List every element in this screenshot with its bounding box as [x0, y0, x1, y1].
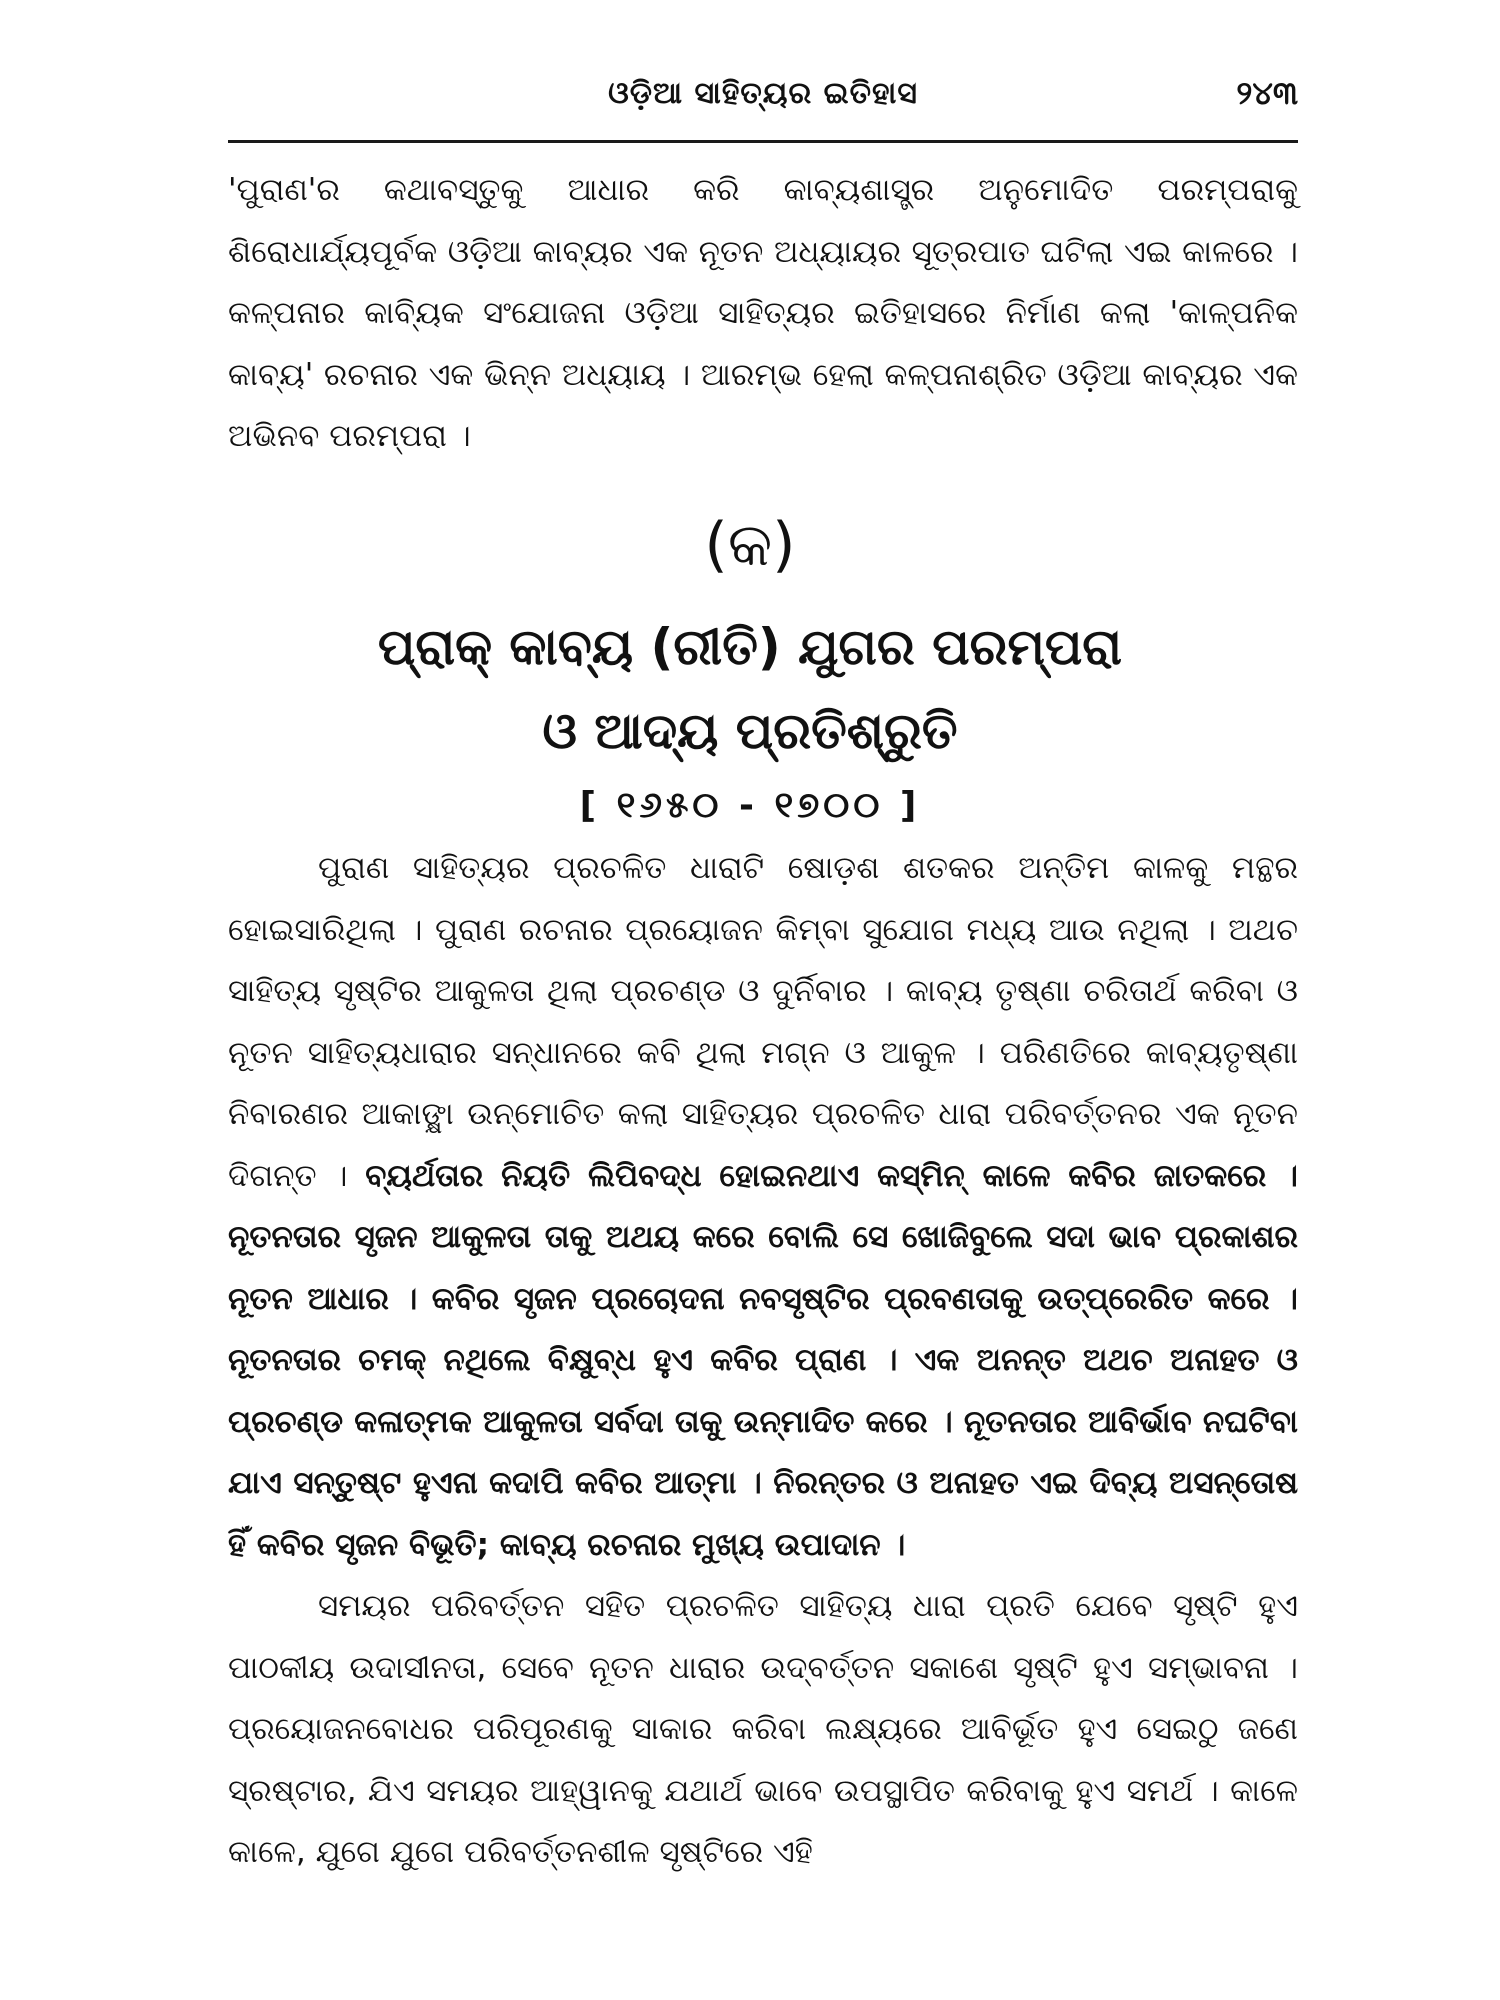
running-header [228, 70, 1298, 130]
page-number: ୨୪୩ [1236, 74, 1298, 112]
body-paragraph-1 [228, 838, 1298, 1576]
period-range: [ ୧୬୫୦ - ୧୭୦୦ ] [579, 785, 921, 826]
section-marker: (କ) [704, 510, 796, 580]
intro-section [228, 160, 1298, 468]
intro-paragraph: 'ପୁରାଣ'ର କଥାବସ୍ତୁକୁ ଆଧାର କରି କାବ୍ୟଶାସ୍ତ୍ର ଅନୁମୋଦିତ ପରମ୍ପରାକୁ ଶିରୋଧାର୍ଯ୍ୟପୂର୍ବକ ଓଡ଼ିଆ କାବ୍ୟର ଏକ ନୂତନ ଅଧ୍ୟାୟର ସୂତ୍ରପାତ ଘଟିଲା ଏଇ କାଳରେ । କଳ୍ପନାର କାବ୍ୟିକ ସଂଯୋଜନା ଓଡ଼ିଆ ସାହିତ୍ୟର ଇତିହାସରେ ନିର୍ମାଣ କଲା 'କାଳ୍ପନିକ କାବ୍ୟ' ରଚନାର ଏକ ଭିନ୍ନ ଅଧ୍ୟାୟ । ଆରମ୍ଭ ହେଲା କଳ୍ପନାଶ୍ରିତ ଓଡ଼ିଆ କାବ୍ୟର ଏକ ଅଭିନବ ପରମ୍ପରା । [228, 172, 1298, 454]
book-title: ଓଡ଼ିଆ ସାହିତ୍ୟର ଇତିହାସ [608, 76, 918, 111]
body-section [228, 838, 1298, 1884]
body-paragraph-1-bold: ବ୍ୟର୍ଥତାର ନିୟତି ଲିପିବଦ୍ଧ ହୋଇନଥାଏ କସ୍ମିନ୍ କାଳେ କବିର ଜାତକରେ । ନୂତନତାର ସୃଜନ ଆକୁଳତା ତାକୁ ଅଥୟ କରେ ବୋଲି ସେ ଖୋଜିବୁଲେ ସଦା ଭାବ ପ୍ରକାଶର ନୂତନ ଆଧାର । କବିର ସୃଜନ ପ୍ରଚୋଦନା ନବସୃଷ୍ଟିର ପ୍ରବଣତାକୁ ଉତ୍‌ପ୍ରେରିତ କରେ । ନୂତନତାର ଚମକ୍ ନଥିଲେ ବିକ୍ଷୁବ୍ଧ ହୁଏ କବିର ପ୍ରାଣ । ଏକ ଅନନ୍ତ ଅଥଚ ଅନାହତ ଓ ପ୍ରଚଣ୍ଡ କଳାତ୍ମକ ଆକୁଳତା ସର୍ବଦା ତାକୁ ଉନ୍ମାଦିତ କରେ । ନୂତନତାର ଆବିର୍ଭାବ ନଘଟିବା ଯାଏ ସନ୍ତୁଷ୍ଟ ହୁଏନା କଦାପି କବିର ଆତ୍ମା । ନିରନ୍ତର ଓ ଅନାହତ ଏଇ ଦିବ୍ୟ ଅସନ୍ତୋଷ ହିଁ କବିର ସୃଜନ ବିଭୂତି; କାବ୍ୟ ରଚନାର ମୁଖ୍ୟ ଉପାଦାନ । [228, 1157, 1298, 1563]
section-title-line-1: ପ୍ରାକ୍ କାବ୍ୟ (ରୀତି) ଯୁଗର ପରମ୍ପରା [377, 618, 1123, 676]
header-divider [228, 140, 1298, 143]
body-paragraph-1-regular: ପୁରାଣ ସାହିତ୍ୟର ପ୍ରଚଳିତ ଧାରାଟି ଷୋଡ଼ଶ ଶତକର ଅନ୍ତିମ କାଳକୁ ମନ୍ଥର ହୋଇସାରିଥିଲା । ପୁରାଣ ରଚନାର ପ୍ରୟୋଜନ କିମ୍ବା ସୁଯୋଗ ମଧ୍ୟ ଆଉ ନଥିଲା । ଅଥଚ ସାହିତ୍ୟ ସୃଷ୍ଟିର ଆକୁଳତା ଥିଲା ପ୍ରଚଣ୍ଡ ଓ ଦୁର୍ନିବାର । କାବ୍ୟ ତୃଷ୍ଣା ଚରିତାର୍ଥ କରିବା ଓ ନୂତନ ସାହିତ୍ୟଧାରାର ସନ୍ଧାନରେ କବି ଥିଲା ମଗ୍ନ ଓ ଆକୁଳ । ପରିଣତିରେ କାବ୍ୟତୃଷ୍ଣା ନିବାରଣର ଆକାଙ୍କ୍ଷା ଉନ୍ମୋଚିତ କଲା ସାହିତ୍ୟର ପ୍ରଚଳିତ ଧାରା ପରିବର୍ତ୍ତନର ଏକ ନୂତନ ଦିଗନ୍ତ । [228, 850, 1298, 1194]
section-title-line-2: ଓ ଆଦ୍ୟ ପ୍ରତିଶ୍ରୁତି [542, 702, 958, 760]
section-title [0, 605, 1500, 773]
body-paragraph-2: ସମୟର ପରିବର୍ତ୍ତନ ସହିତ ପ୍ରଚଳିତ ସାହିତ୍ୟ ଧାରା ପ୍ରତି ଯେବେ ସୃଷ୍ଟି ହୁଏ ପାଠକୀୟ ଉଦାସୀନତା, ସେବେ ନୂତନ ଧାରାର ଉଦ୍‌ବର୍ତ୍ତନ ସକାଶେ ସୃଷ୍ଟି ହୁଏ ସମ୍ଭାବନା । ପ୍ରୟୋଜନବୋଧର ପରିପୂରଣକୁ ସାକାର କରିବା ଲକ୍ଷ୍ୟରେ ଆବିର୍ଭୂତ ହୁଏ ସେଇଠୁ ଜଣେ ସ୍ରଷ୍ଟାର, ଯିଏ ସମୟର ଆହ୍ୱାନକୁ ଯଥାର୍ଥ ଭାବେ ଉପସ୍ଥାପିତ କରିବାକୁ ହୁଏ ସମର୍ଥ । କାଳେ କାଳେ, ଯୁଗେ ଯୁଗେ ପରିବର୍ତ୍ତନଶୀଳ ସୃଷ୍ଟିରେ ଏହି [228, 1588, 1298, 1870]
